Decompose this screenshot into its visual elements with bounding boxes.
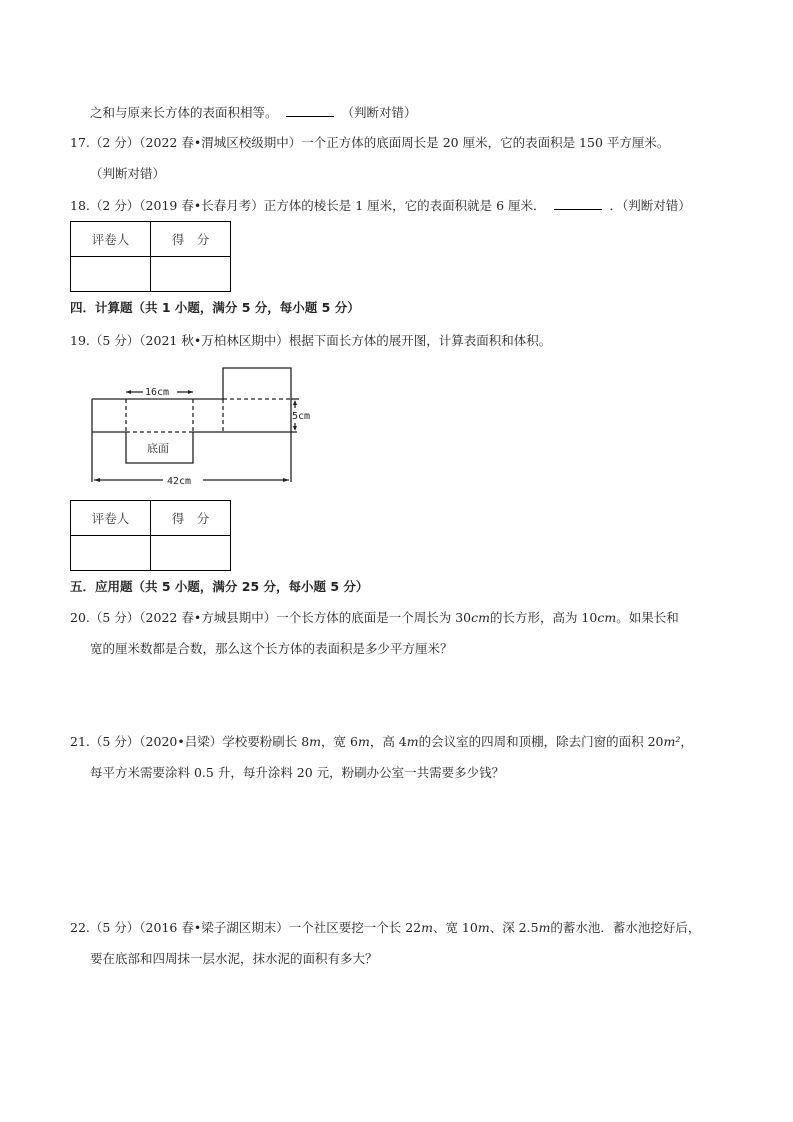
grader-header: 评卷人 bbox=[71, 222, 151, 257]
q20-unit-1: cm bbox=[471, 610, 490, 625]
q21-text-e: ， bbox=[680, 734, 693, 749]
label-42cm: 42cm bbox=[167, 476, 192, 487]
score-cell[interactable] bbox=[151, 257, 231, 292]
q21-text-c: ，高 4 bbox=[369, 734, 407, 749]
q22-text-d: 的蓄水池．蓄水池挖好后， bbox=[550, 920, 701, 935]
answer-blank-18[interactable] bbox=[554, 197, 602, 210]
score-cell[interactable] bbox=[151, 536, 231, 571]
q20-text-a: 20.（5 分）（2022 春•方城县期中）一个长方体的底面是一个周长为 30 bbox=[70, 610, 472, 625]
grader-cell[interactable] bbox=[71, 257, 151, 292]
q20-text-c: 。如果长和 bbox=[616, 610, 679, 625]
answer-blank-16[interactable] bbox=[286, 104, 334, 117]
q22-unit-1: m bbox=[421, 920, 433, 935]
q21-unit-4: m² bbox=[663, 734, 681, 749]
score-table-2 bbox=[70, 500, 231, 571]
cuboid-net-diagram bbox=[85, 362, 315, 490]
grader-cell[interactable] bbox=[71, 536, 151, 571]
q21-text-b: ，宽 6 bbox=[321, 734, 358, 749]
q20-unit-2: cm bbox=[597, 610, 617, 625]
question-22-line-2: 要在底部和四周抹一层水泥，抹水泥的面积有多大？ bbox=[90, 951, 378, 966]
score-header: 得 分 bbox=[151, 222, 231, 257]
score-header: 得 分 bbox=[151, 501, 231, 536]
question-19: 19.（5 分）（2021 秋•万柏林区期中）根据下面长方体的展开图，计算表面积和体积。 bbox=[70, 333, 552, 348]
q16-text: 之和与原来长方体的表面积相等。 bbox=[90, 105, 278, 120]
q21-text-a: 21.（5 分）（2020•吕梁）学校要粉刷长 8 bbox=[70, 734, 310, 749]
q21-text-d: 的会议室的四周和顶棚，除去门窗的面积 20 bbox=[418, 734, 664, 749]
question-17-line-1: 17.（2 分）（2022 春•渭城区校级期中）一个正方体的底面周长是 20 厘米，它的表面积是 150 平方厘米。 bbox=[70, 135, 670, 150]
top-face bbox=[223, 368, 291, 482]
q22-text-c: 、深 2.5 bbox=[489, 920, 539, 935]
q20-text-b: 的长方形，高为 10 bbox=[489, 610, 598, 625]
q16-suffix: （判断对错） bbox=[341, 105, 417, 120]
question-20-line-2: 宽的厘米数都是合数，那么这个长方体的表面积是多少平方厘米？ bbox=[90, 641, 453, 656]
question-18 bbox=[70, 197, 691, 214]
grader-header: 评卷人 bbox=[71, 501, 151, 536]
q18-text: 18.（2 分）（2019 春•长春月考）正方体的棱长是 1 厘米，它的表面积就是 6 厘米． bbox=[70, 198, 546, 213]
question-21-line-1 bbox=[70, 734, 693, 750]
q22-text-b: 、宽 10 bbox=[432, 920, 478, 935]
q22-unit-3: m bbox=[538, 920, 551, 935]
question-17-line-2: （判断对错） bbox=[90, 166, 166, 181]
score-table-1 bbox=[70, 221, 231, 292]
q21-unit-2: m bbox=[357, 734, 370, 749]
question-22-line-1 bbox=[70, 920, 700, 936]
q21-unit-1: m bbox=[309, 734, 322, 749]
q18-suffix: ．（判断对错） bbox=[609, 198, 691, 213]
section-5-title: 五．应用题（共 5 小题，满分 25 分，每小题 5 分） bbox=[70, 579, 369, 594]
label-16cm: 16cm bbox=[145, 387, 170, 398]
question-21-line-2: 每平方米需要涂料 0.5 升，每升涂料 20 元，粉刷办公室一共需要多少钱？ bbox=[90, 765, 505, 780]
label-base: 底面 bbox=[147, 442, 169, 455]
q22-text-a: 22.（5 分）（2016 春•梁子湖区期末）一个社区要挖一个长 22 bbox=[70, 920, 422, 935]
section-4-title: 四．计算题（共 1 小题，满分 5 分，每小题 5 分） bbox=[70, 300, 360, 315]
question-16-tail bbox=[90, 104, 417, 121]
q22-unit-2: m bbox=[477, 920, 490, 935]
label-5cm: 5cm bbox=[292, 411, 311, 422]
question-20-line-1 bbox=[70, 610, 679, 626]
q21-unit-3: m bbox=[406, 734, 419, 749]
